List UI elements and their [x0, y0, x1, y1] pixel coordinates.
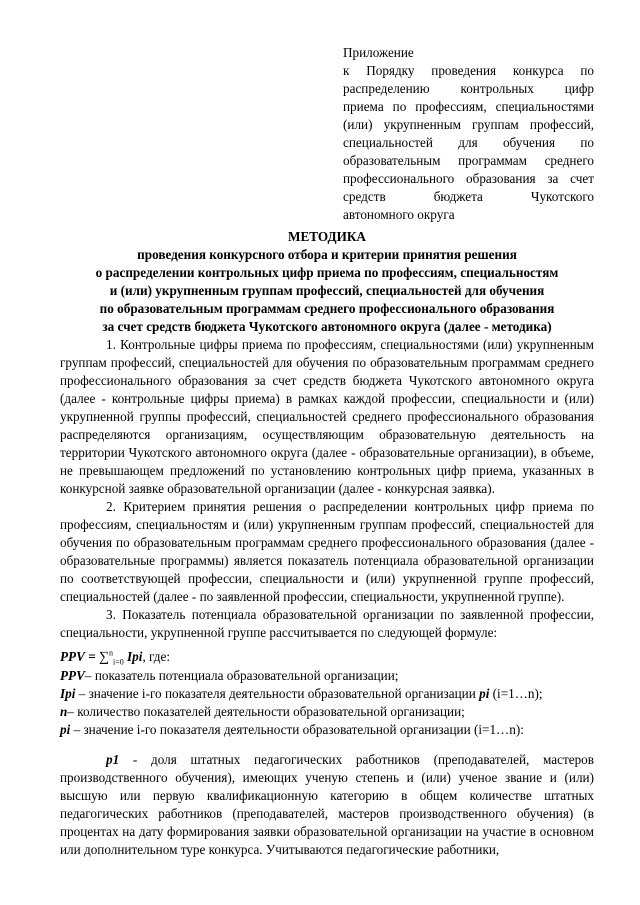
- def-text: – значение i-го показателя деятельности образовательной организации: [75, 686, 480, 701]
- paragraph-2: 2. Критерием принятия решения о распределении контрольных цифр приема по профессиям, специальностям и (или) укрупненным группам профессий, специальностей для обучения по образовательным программам среднего профессионального образования (далее - образовательные программы) является показатель потенциала образовательной организации по соответствующей профессии, специальности и (или) укрупненной группе профессий, специальностей (далее - по заявленной профессии, специальности, укрупненной группе).: [60, 499, 594, 604]
- def-symbol: PPV: [60, 668, 85, 683]
- appendix-line: приема по профессиям, специальностями: [343, 99, 594, 114]
- def-text: – количество показателей деятельности образовательной организации;: [67, 704, 465, 719]
- appendix-line: (или) укрупненным группам профессий,: [343, 117, 594, 132]
- formula-main: [60, 648, 594, 667]
- appendix-line: образовательным программам среднего: [343, 153, 594, 168]
- title-line: по образовательным программам среднего профессионального образования: [99, 301, 555, 316]
- formula-sup: n: [109, 648, 114, 658]
- formula-eq: =: [84, 649, 100, 664]
- def-symbol: pi: [479, 686, 490, 701]
- spacer: [60, 739, 594, 751]
- formula-sub: i=0: [113, 657, 124, 667]
- paragraph-4-text: - доля штатных педагогических работников (преподавателей, мастеров производственного обучения), имеющих ученую степень и (или) ученое звание и (или) высшую или первую квалификационную категорию в общем количестве штатных педагогических работников (преподавателей, мастеров производственного обучения) (в процентах на дату формирования заявки образовательной организации на участие в основном или дополнительном туре конкурса. Учитываются педагогические работники,: [60, 752, 594, 857]
- appendix-line: специальностей для обучения по: [343, 135, 594, 150]
- document-title: [60, 228, 594, 336]
- formula-tail: , где:: [142, 649, 171, 664]
- def-text: – показатель потенциала образовательной организации;: [84, 668, 399, 683]
- paragraph-3: 3. Показатель потенциала образовательной организации по заявленной профессии, специальности, укрупненной группе рассчитывается по следующей формуле:: [60, 607, 594, 640]
- appendix-block: [343, 44, 594, 224]
- formula-def: [60, 685, 594, 703]
- appendix-line: к Порядку проведения конкурса по: [343, 63, 594, 78]
- formula-def: [60, 703, 594, 721]
- appendix-line: средств бюджета Чукотского: [343, 189, 594, 204]
- def-symbol: Ipi: [60, 686, 76, 701]
- def-text: – значение i-го показателя деятельности образовательной организации (i=1…n):: [70, 722, 524, 737]
- document-body: [60, 336, 594, 859]
- formula-sum: ∑: [99, 650, 110, 665]
- formula-def: [60, 721, 594, 739]
- appendix-label: Приложение: [343, 45, 414, 60]
- formula-def: [60, 667, 594, 685]
- appendix-line: профессионального образования за счет: [343, 171, 594, 186]
- formula-lhs: PPV: [60, 649, 85, 664]
- def-text: (i=1…n);: [489, 686, 543, 701]
- title-heading: МЕТОДИКА: [288, 229, 366, 244]
- p1-symbol: p1: [106, 752, 120, 767]
- def-symbol: n: [60, 704, 68, 719]
- paragraph-4: [60, 751, 594, 859]
- appendix-line: автономного округа: [343, 207, 455, 222]
- appendix-line: распределению контрольных цифр: [343, 81, 594, 96]
- paragraph-1: 1. Контрольные цифры приема по профессиям, специальностями (или) укрупненным группам профессий, специальностей для обучения по образовательным программам среднего профессионального образования за счет средств бюджета Чукотского автономного округа (далее - контрольные цифры приема) в рамках каждой профессии, специальности и (или) укрупненной группы профессий, специальностей среднего профессионального образования распределяются организациям, осуществляющим образовательную деятельность на территории Чукотского автономного округа (далее - образовательные организации), в объеме, не превышающем предложений по установлению контрольных цифр приема, указанных в конкурсной заявке образовательной организации (далее - конкурсная заявка).: [60, 337, 594, 496]
- def-symbol: pi: [60, 722, 71, 737]
- title-line: и (или) укрупненным группам профессий, специальностей для обучения: [109, 283, 545, 298]
- formula-term: Ipi: [127, 649, 143, 664]
- formula-block: [60, 648, 594, 739]
- title-line: проведения конкурсного отбора и критерии принятия решения: [137, 247, 517, 262]
- title-line: за счет средств бюджета Чукотского автономного округа (далее - методика): [102, 319, 552, 334]
- title-line: о распределении контрольных цифр приема по профессиям, специальностям: [95, 265, 559, 280]
